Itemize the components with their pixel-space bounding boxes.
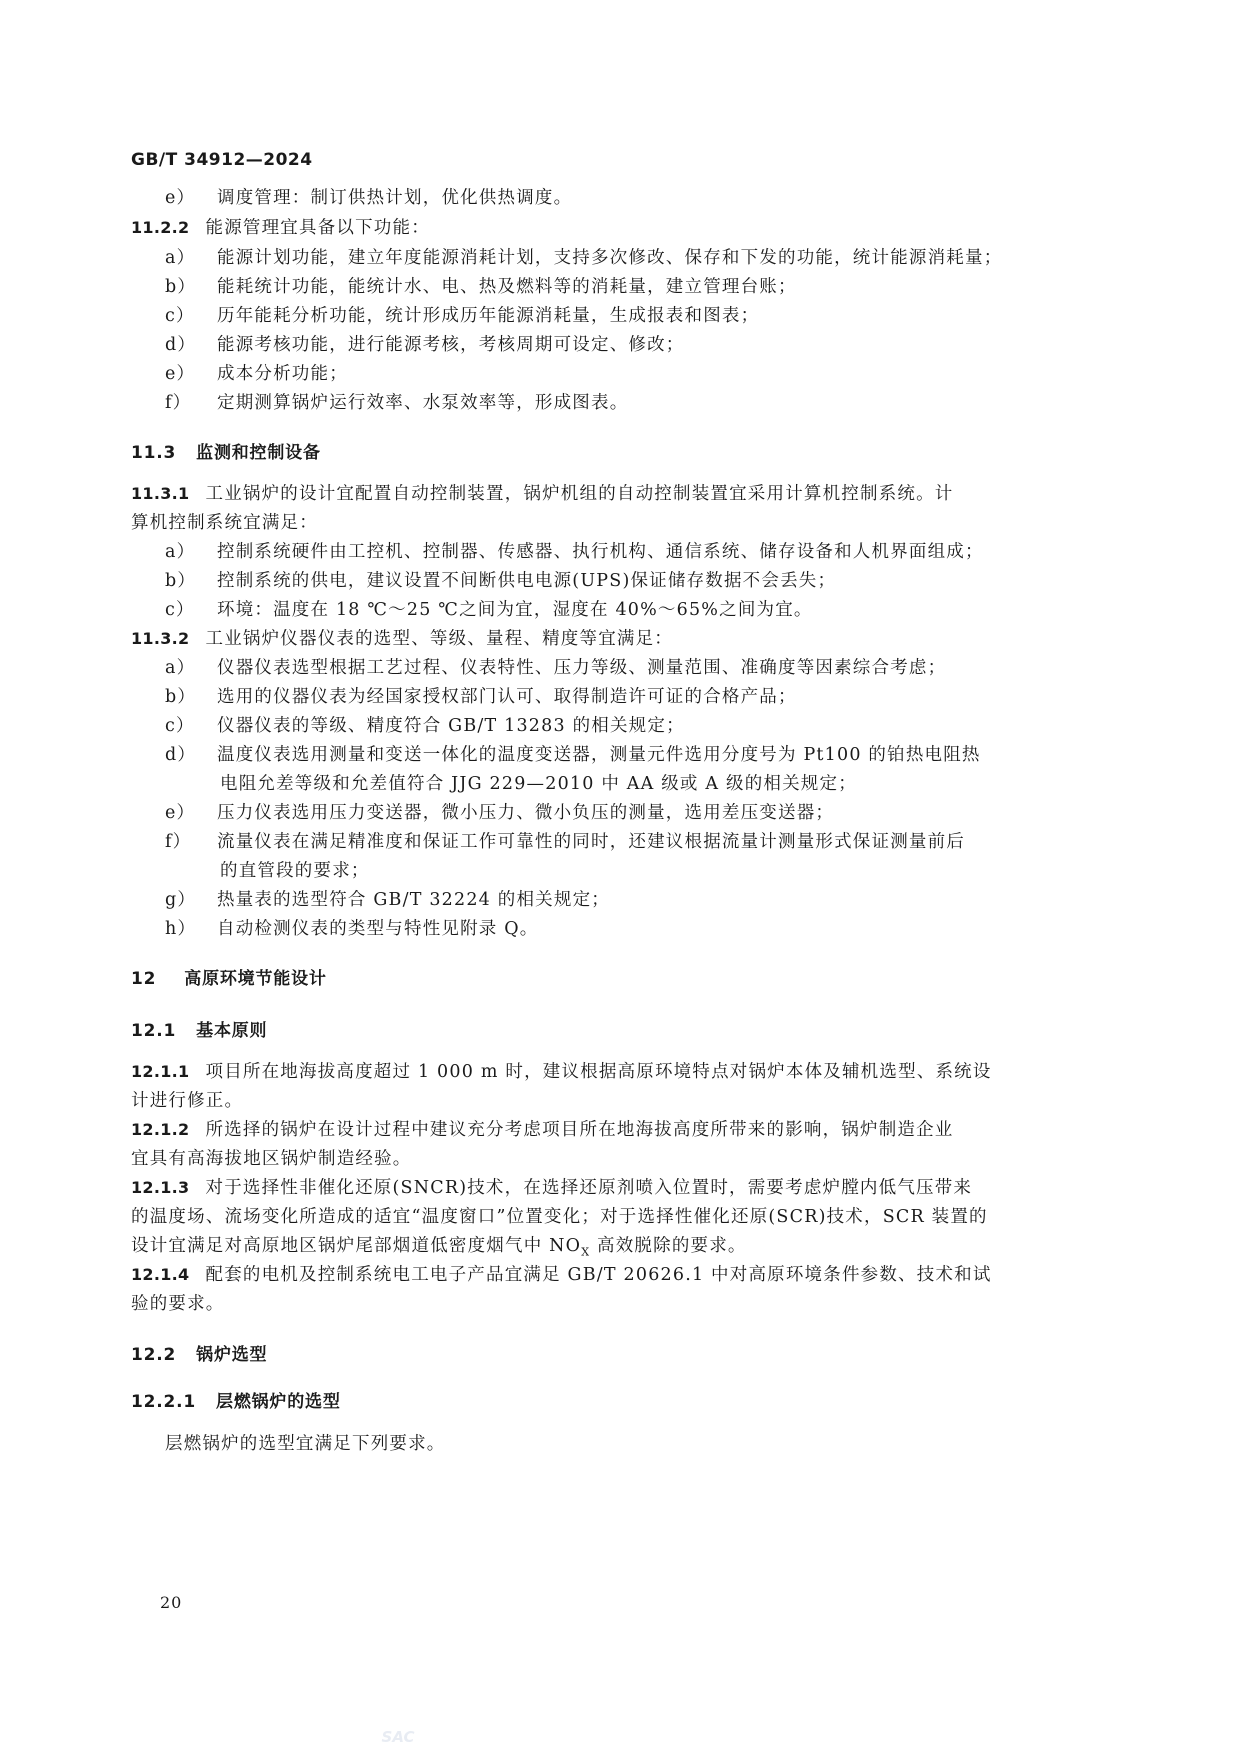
list-item: f） 定期测算锅炉运行效率、水泵效率等，形成图表。	[165, 393, 629, 413]
list-item: d） 能源考核功能，进行能源考核，考核周期可设定、修改；	[165, 335, 685, 355]
clause-continuation: 计进行修正。	[131, 1091, 244, 1111]
list-item: b） 控制系统的供电，建议设置不间断供电电源(UPS)保证储存数据不会丢失；	[165, 571, 837, 591]
clause-continuation: 宜具有高海拔地区锅炉制造经验。	[131, 1149, 412, 1169]
clause-12-1-4: 12.1.4 配套的电机及控制系统电工电子产品宜满足 GB/T 20626.1 中对高原环境条件参数、技术和试	[131, 1265, 992, 1285]
clause-12-1-2: 12.1.2 所选择的锅炉在设计过程中建议充分考虑项目所在地海拔高度所带来的影响，锅炉制造企业	[131, 1120, 954, 1140]
clause-continuation: 算机控制系统宜满足：	[131, 513, 318, 533]
page-number: 20	[160, 1593, 183, 1612]
section-heading-12-2: 12.2 锅炉选型	[131, 1345, 268, 1365]
list-item: a） 控制系统硬件由工控机、控制器、传感器、执行机构、通信系统、储存设备和人机界面组成；	[165, 542, 984, 562]
list-item: c） 历年能耗分析功能，统计形成历年能源消耗量，生成报表和图表；	[165, 306, 760, 326]
section-heading-11-3: 11.3 监测和控制设备	[131, 443, 321, 463]
list-item: g） 热量表的选型符合 GB/T 32224 的相关规定；	[165, 890, 610, 910]
list-item: e） 压力仪表选用压力变送器，微小压力、微小负压的测量，选用差压变送器；	[165, 803, 835, 823]
list-item: a） 能源计划功能，建立年度能源消耗计划，支持多次修改、保存和下发的功能，统计能源消耗量；	[165, 248, 1003, 268]
clause-12-1-1: 12.1.1 项目所在地海拔高度超过 1 000 m 时，建议根据高原环境特点对锅炉本体及辅机选型、系统设	[131, 1062, 992, 1082]
list-item-continuation: 的直管段的要求；	[220, 861, 370, 881]
section-heading-12-1: 12.1 基本原则	[131, 1021, 268, 1041]
clause-continuation: 验的要求。	[131, 1294, 225, 1314]
list-item: e） 调度管理：制订供热计划，优化供热调度。	[165, 188, 573, 208]
list-item: a） 仪器仪表选型根据工艺过程、仪表特性、压力等级、测量范围、准确度等因素综合考虑；	[165, 658, 947, 678]
list-item: h） 自动检测仪表的类型与特性见附录 Q。	[165, 919, 539, 939]
list-item: c） 环境：温度在 18 ℃～25 ℃之间为宜，湿度在 40%～65%之间为宜。	[165, 600, 813, 620]
clause-11-2-2: 11.2.2 能源管理宜具备以下功能：	[131, 218, 430, 238]
clause-12-1-3: 12.1.3 对于选择性非催化还原(SNCR)技术，在选择还原剂喷入位置时，需要考虑炉膛内低气压带来	[131, 1178, 973, 1198]
list-item: d） 温度仪表选用测量和变送一体化的温度变送器，测量元件选用分度号为 Pt100 的铂热电阻热	[165, 745, 981, 765]
clause-continuation: 设计宜满足对高原地区锅炉尾部烟道低密度烟气中 $NO_X$ 高效脱除的要求。	[131, 1236, 747, 1259]
list-item: e） 成本分析功能；	[165, 364, 348, 384]
paragraph: 层燃锅炉的选型宜满足下列要求。	[165, 1434, 446, 1454]
sac-logo-watermark: SAC	[381, 1728, 415, 1746]
clause-continuation: 的温度场、流场变化所造成的适宜“温度窗口”位置变化；对于选择性催化还原(SCR)技术，SCR 装置的	[131, 1207, 988, 1227]
clause-11-3-1: 11.3.1 工业锅炉的设计宜配置自动控制装置，锅炉机组的自动控制装置宜采用计算机控制系统。计	[131, 484, 954, 504]
list-item-continuation: 电阻允差等级和允差值符合 JJG 229—2010 中 AA 级或 A 级的相关规定；	[220, 774, 857, 794]
list-item: f） 流量仪表在满足精准度和保证工作可靠性的同时，还建议根据流量计测量形式保证测量前后	[165, 832, 965, 852]
standard-code: GB/T 34912—2024	[131, 150, 313, 170]
clause-11-3-2: 11.3.2 工业锅炉仪器仪表的选型、等级、量程、精度等宜满足：	[131, 629, 673, 649]
subsection-heading-12-2-1: 12.2.1 层燃锅炉的选型	[131, 1392, 341, 1412]
list-item: c） 仪器仪表的等级、精度符合 GB/T 13283 的相关规定；	[165, 716, 685, 736]
chapter-heading-12: 12 高原环境节能设计	[131, 969, 327, 989]
list-item: b） 能耗统计功能，能统计水、电、热及燃料等的消耗量，建立管理台账；	[165, 277, 797, 297]
list-item: b） 选用的仪器仪表为经国家授权部门认可、取得制造许可证的合格产品；	[165, 687, 797, 707]
